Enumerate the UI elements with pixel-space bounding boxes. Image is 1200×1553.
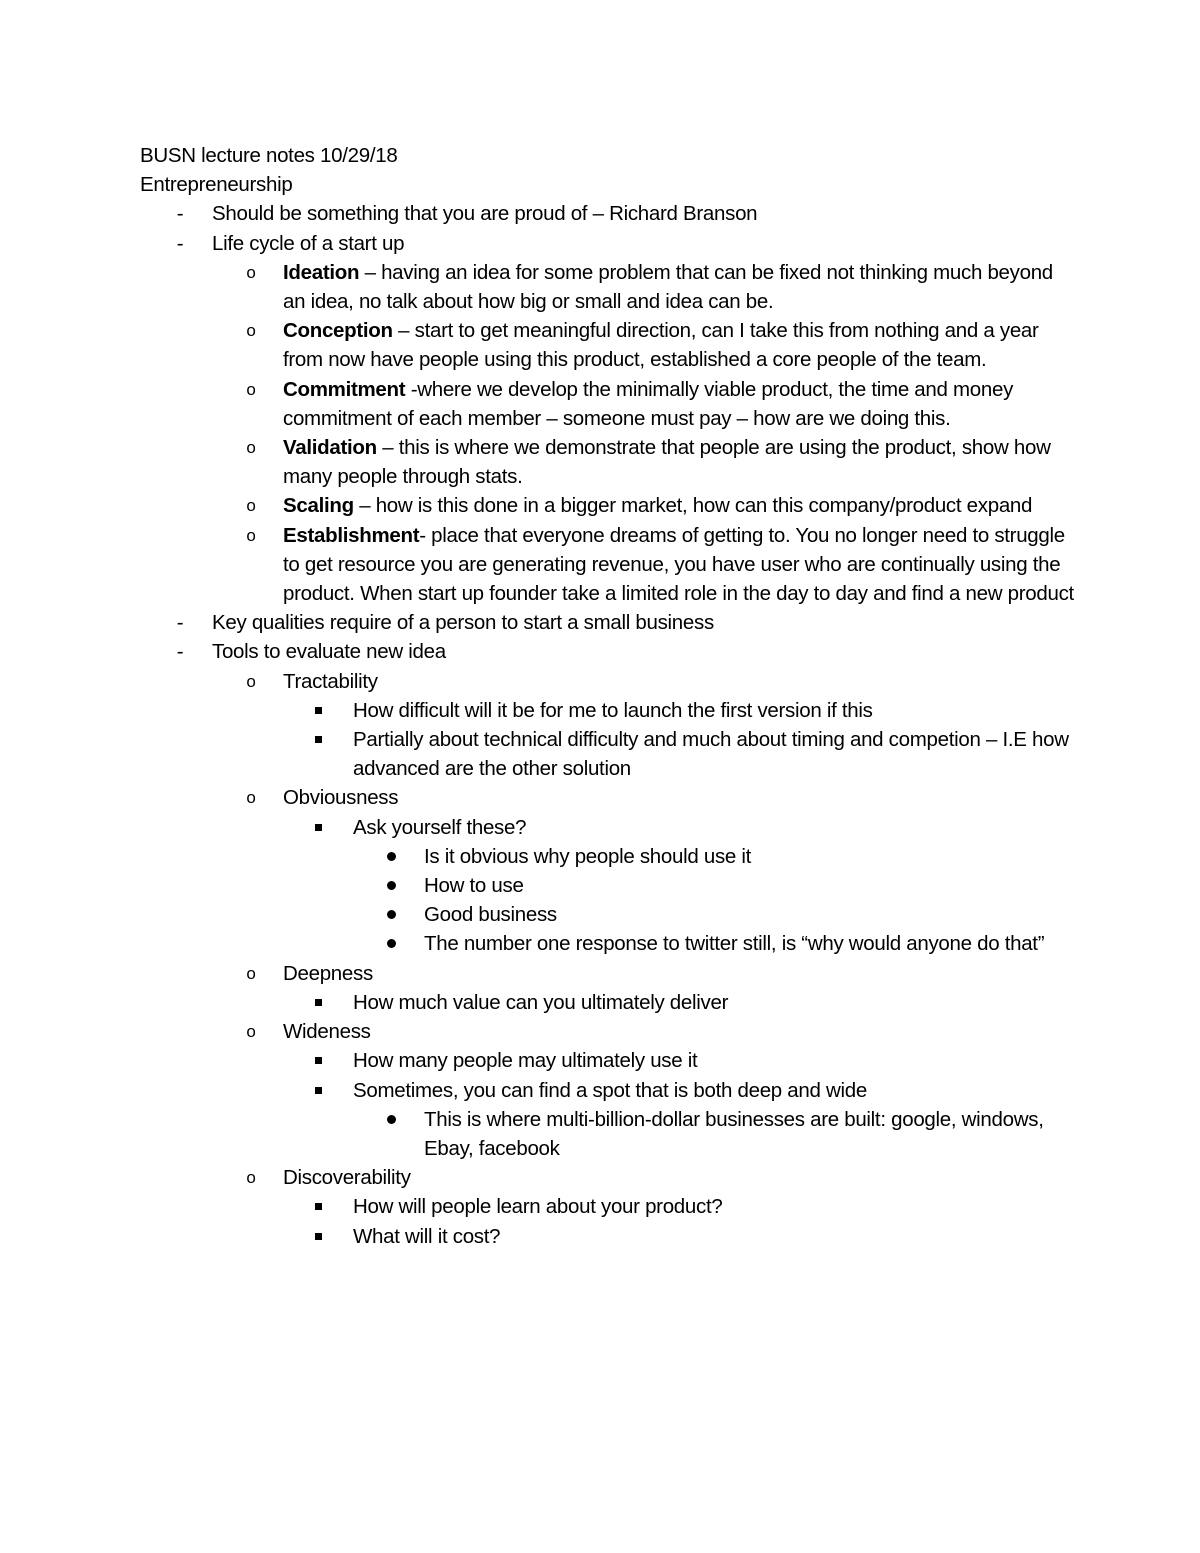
circle-bullet: o bbox=[246, 788, 256, 808]
stage-term: Scaling bbox=[283, 494, 354, 518]
circle-bullet: o bbox=[246, 1022, 256, 1042]
circle-bullet: o bbox=[246, 525, 256, 545]
item-text: How to use bbox=[424, 874, 524, 898]
item-text: How much value can you ultimately deliver bbox=[353, 990, 729, 1014]
criterion-label: Tractability bbox=[283, 669, 378, 693]
item-text: What will it cost? bbox=[353, 1224, 501, 1248]
criterion-item bbox=[140, 1163, 1080, 1192]
circle-bullet: o bbox=[246, 1168, 256, 1188]
circle-bullet: o bbox=[246, 438, 256, 458]
stage-term: Ideation bbox=[283, 260, 360, 284]
circle-bullet: o bbox=[246, 963, 256, 983]
circle-bullet: o bbox=[246, 496, 256, 516]
stage-desc: -where we develop the minimally viable product, the time and money commitment of each member – someone must pay – how are we doing this. bbox=[283, 377, 1014, 430]
circle-bullet: o bbox=[246, 671, 256, 691]
square-bullet-icon bbox=[315, 824, 322, 831]
sub-item bbox=[140, 696, 1080, 725]
stage-item bbox=[140, 316, 1080, 374]
stage-desc: – this is where we demonstrate that people are using the product, show how many people through stats. bbox=[283, 436, 1051, 489]
criterion-item bbox=[140, 959, 1080, 988]
sub-item bbox=[140, 1076, 1080, 1105]
criterion-label: Wideness bbox=[283, 1020, 371, 1044]
criterion-label: Obviousness bbox=[283, 786, 399, 810]
dot-bullet-icon bbox=[387, 852, 396, 861]
stage-item bbox=[140, 521, 1080, 609]
stage-term: Commitment bbox=[283, 377, 406, 401]
doc-topic: Entrepreneurship bbox=[140, 173, 293, 197]
dash-bullet: - bbox=[176, 611, 184, 635]
square-bullet-icon bbox=[315, 707, 322, 714]
circle-bullet: o bbox=[246, 379, 256, 399]
square-bullet-icon bbox=[315, 1057, 322, 1064]
dash-bullet: - bbox=[176, 640, 184, 664]
criterion-label: Deepness bbox=[283, 961, 373, 985]
criterion-item bbox=[140, 783, 1080, 812]
item-text: How many people may ultimately use it bbox=[353, 1049, 698, 1073]
stage-term: Validation bbox=[283, 436, 377, 460]
item-text: How difficult will it be for me to launch the first version if this bbox=[353, 698, 873, 722]
item-text: Good business bbox=[424, 903, 557, 927]
dot-bullet-icon bbox=[387, 910, 396, 919]
item-text: How will people learn about your product? bbox=[353, 1195, 723, 1219]
stage-item bbox=[140, 491, 1080, 520]
sub-item bbox=[140, 813, 1080, 842]
question-item bbox=[140, 929, 1080, 958]
square-bullet-icon bbox=[315, 1087, 322, 1094]
stage-desc: – how is this done in a bigger market, how can this company/product expand bbox=[353, 494, 1033, 518]
question-item bbox=[140, 1105, 1080, 1163]
stage-item bbox=[140, 433, 1080, 491]
item-text: Is it obvious why people should use it bbox=[424, 844, 752, 868]
square-bullet-icon bbox=[315, 1203, 322, 1210]
question-item bbox=[140, 871, 1080, 900]
sub-item bbox=[140, 1046, 1080, 1075]
sub-item bbox=[140, 725, 1080, 783]
criterion-item bbox=[140, 1017, 1080, 1046]
dot-bullet-icon bbox=[387, 881, 396, 890]
question-item bbox=[140, 900, 1080, 929]
item-text: Partially about technical difficulty and much about timing and competion – I.E how advanced are the other solution bbox=[353, 728, 1069, 781]
stage-term: Conception bbox=[283, 319, 393, 343]
item-text: Life cycle of a start up bbox=[212, 231, 405, 255]
stage-desc: - place that everyone dreams of getting to. You no longer need to struggle to get resource you are generating revenue, you have user who are continually using the product. When start up founder take a limited role in the day to day and find a new product bbox=[283, 523, 1074, 606]
item-text: Key qualities require of a person to start a small business bbox=[212, 611, 714, 635]
document-page bbox=[140, 141, 1080, 1251]
item-text: This is where multi-billion-dollar businesses are built: google, windows, Ebay, facebook bbox=[424, 1107, 1044, 1160]
square-bullet-icon bbox=[315, 999, 322, 1006]
doc-title: BUSN lecture notes 10/29/18 bbox=[140, 144, 398, 167]
stage-desc: – start to get meaningful direction, can I take this from nothing and a year from now have people using this product, established a core people of the team. bbox=[283, 319, 1039, 372]
item-text: The number one response to twitter still, is “why would anyone do that” bbox=[424, 932, 1045, 956]
sub-item bbox=[140, 1222, 1080, 1251]
square-bullet-icon bbox=[315, 736, 322, 743]
item-text: Ask yourself these? bbox=[353, 815, 527, 839]
item-text: Tools to evaluate new idea bbox=[212, 640, 446, 664]
item-text: Sometimes, you can find a spot that is both deep and wide bbox=[353, 1078, 867, 1102]
circle-bullet: o bbox=[246, 262, 256, 282]
question-item bbox=[140, 842, 1080, 871]
dot-bullet-icon bbox=[387, 939, 396, 948]
list-item bbox=[140, 229, 1080, 258]
stage-desc: – having an idea for some problem that can be fixed not thinking much beyond an idea, no talk about how big or small and idea can be. bbox=[283, 260, 1053, 314]
dot-bullet-icon bbox=[387, 1115, 396, 1124]
list-item bbox=[140, 608, 1080, 637]
square-bullet-icon bbox=[315, 1233, 322, 1240]
stage-item bbox=[140, 375, 1080, 433]
criterion-label: Discoverability bbox=[283, 1166, 411, 1190]
dash-bullet: - bbox=[176, 231, 184, 255]
list-item bbox=[140, 199, 1080, 228]
stage-term: Establishment bbox=[283, 523, 420, 547]
stage-item bbox=[140, 258, 1080, 316]
sub-item bbox=[140, 988, 1080, 1017]
circle-bullet: o bbox=[246, 321, 256, 341]
item-text: Should be something that you are proud of – Richard Branson bbox=[212, 202, 758, 226]
sub-item bbox=[140, 1192, 1080, 1221]
dash-bullet: - bbox=[176, 202, 184, 226]
list-item bbox=[140, 637, 1080, 666]
criterion-item bbox=[140, 667, 1080, 696]
